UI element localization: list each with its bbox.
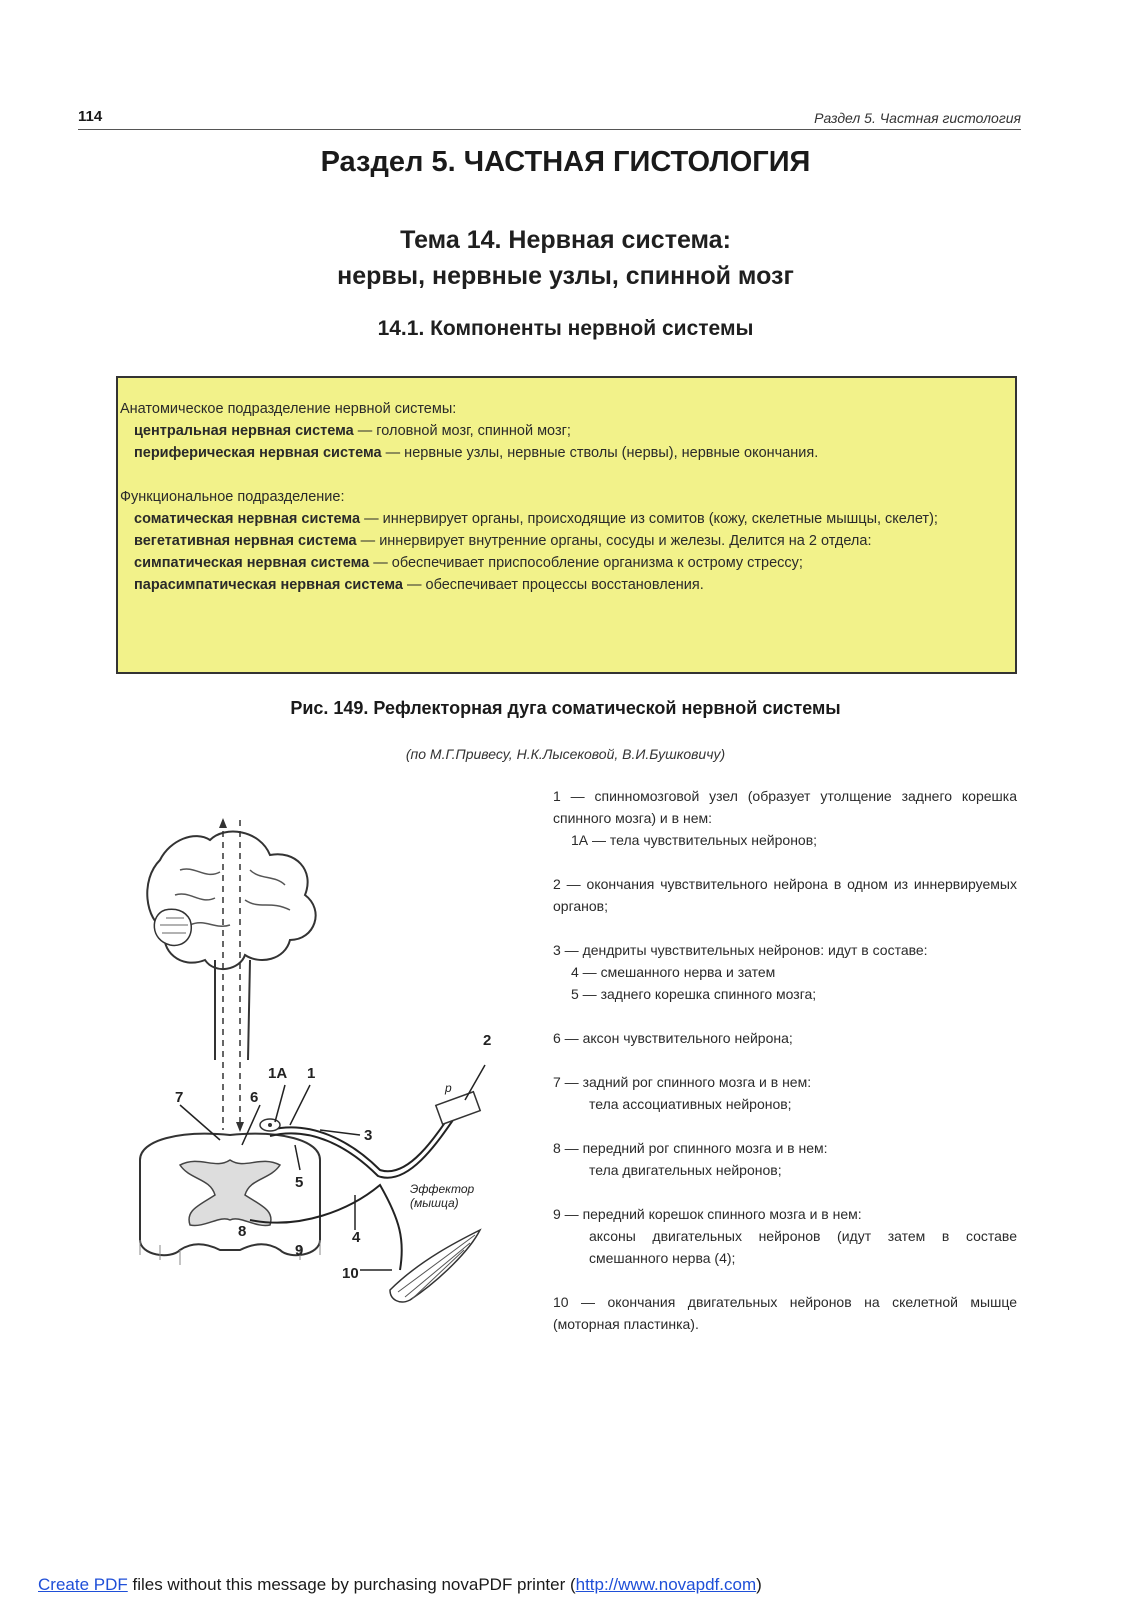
label-3: 3 (364, 1127, 373, 1144)
label-5: 5 (295, 1174, 304, 1191)
item-text: — обеспечивает процессы восстановления. (402, 577, 704, 593)
info-box (116, 376, 1017, 674)
functional-item (118, 530, 1015, 552)
header-rule (78, 129, 1021, 130)
label-effector-sub: (мышца) (410, 1196, 459, 1210)
legend-text: 7 — задний рог спинного мозга и в нем: (553, 1074, 812, 1090)
label-2: 2 (483, 1032, 492, 1049)
legend-entry (553, 1071, 1017, 1115)
legend-text: 8 — передний рог спинного мозга и в нем: (553, 1140, 828, 1156)
page-number: 114 (78, 108, 103, 125)
create-pdf-link[interactable]: Create PDF (38, 1575, 128, 1594)
item-term: периферическая нервная система (134, 445, 382, 461)
legend-entry (553, 1027, 1017, 1049)
legend-subtext: аксоны двигательных нейронов (идут затем в составе смешанного нерва (4); (589, 1228, 1017, 1266)
running-head: Раздел 5. Частная гистология (814, 110, 1021, 126)
figure-legend (553, 785, 1017, 1357)
label-1a: 1А (268, 1065, 288, 1082)
brain-outline (147, 832, 315, 969)
novapdf-link[interactable]: http://www.novapdf.com (575, 1575, 757, 1594)
legend-entry (553, 873, 1017, 917)
legend-subtext: тела ассоциативных нейронов; (589, 1096, 792, 1112)
legend-entry (553, 1291, 1017, 1335)
anatomical-item (118, 420, 1015, 442)
footer-text: files without this message by purchasing novaPDF printer ( (127, 1575, 576, 1594)
label-8: 8 (238, 1223, 247, 1240)
label-9: 9 (295, 1242, 304, 1259)
functional-group (118, 486, 1015, 596)
functional-item (118, 552, 1015, 574)
item-term: парасимпатическая нервная система (134, 577, 403, 593)
legend-text: 9 — передний корешок спинного мозга и в нем: (553, 1206, 862, 1222)
item-term: симпатическая нервная система (134, 555, 370, 571)
legend-entry (553, 1137, 1017, 1181)
reflex-arc-diagram (120, 800, 520, 1320)
item-text: — нервные узлы, нервные стволы (нервы), нервные окончания. (381, 445, 819, 461)
label-4: 4 (352, 1229, 361, 1246)
anatomical-title: Анатомическое подразделение нервной системы: (120, 401, 457, 417)
legend-entry (553, 785, 1017, 851)
label-10: 10 (342, 1265, 359, 1282)
item-text: — иннервирует внутренние органы, сосуды и железы. Делится на 2 отдела: (356, 533, 872, 549)
section-title: Раздел 5. ЧАСТНАЯ ГИСТОЛОГИЯ (320, 146, 811, 178)
label-7: 7 (175, 1089, 184, 1106)
item-term: центральная нервная система (134, 423, 354, 439)
anatomical-item (118, 442, 1015, 464)
topic-title (0, 222, 1131, 294)
label-6: 6 (250, 1089, 259, 1106)
item-term: соматическая нервная система (134, 511, 361, 527)
label-receptor: р (445, 1081, 452, 1095)
anatomical-group (118, 398, 1015, 464)
legend-text: 1 — спинномозговой узел (образует утолщение заднего корешка спинного мозга) и в нем: (553, 788, 1017, 826)
legend-subtext: 1А — тела чувствительных нейронов; (571, 832, 818, 848)
cerebellum (154, 909, 191, 945)
footer-text-end: ) (756, 1575, 762, 1594)
label-1: 1 (307, 1065, 316, 1082)
label-effector: Эффектор (410, 1182, 475, 1196)
receptor (436, 1092, 480, 1124)
item-text: — головной мозг, спинной мозг; (353, 423, 571, 439)
legend-text: 2 — окончания чувствительного нейрона в одном из иннервируемых органов; (553, 876, 1017, 914)
footer-notice (38, 1575, 762, 1595)
legend-text: 6 — аксон чувствительного нейрона; (553, 1030, 793, 1046)
legend-entry (553, 1203, 1017, 1269)
legend-subtext: 4 — смешанного нерва и затем (571, 964, 776, 980)
legend-subtext: 5 — заднего корешка спинного мозга; (571, 986, 817, 1002)
legend-subtext: тела двигательных нейронов; (589, 1162, 782, 1178)
legend-text: 3 — дендриты чувствительных нейронов: идут в составе: (553, 942, 928, 958)
topic-title-line1: Тема 14. Нервная система: (400, 226, 731, 254)
item-text: — иннервирует органы, происходящие из сомитов (кожу, скелетные мышцы, скелет); (360, 511, 938, 527)
subsection-title: 14.1. Компоненты нервной системы (377, 317, 754, 340)
legend-text: 10 — окончания двигательных нейронов на скелетной мышце (моторная пластинка). (553, 1294, 1017, 1332)
figure-caption: Рис. 149. Рефлекторная дуга соматической нервной системы (290, 698, 841, 718)
item-term: вегетативная нервная система (134, 533, 357, 549)
legend-entry (553, 939, 1017, 1005)
functional-title: Функциональное подразделение: (120, 489, 345, 505)
brainstem (215, 960, 250, 1060)
figure-source: (по М.Г.Привесу, Н.К.Лысековой, В.И.Бушковичу) (405, 746, 726, 762)
item-text: — обеспечивает приспособление организма к острому стрессу; (369, 555, 803, 571)
topic-title-line2: нервы, нервные узлы, спинной мозг (337, 262, 794, 290)
functional-item (118, 508, 1015, 530)
functional-item (118, 574, 1015, 596)
